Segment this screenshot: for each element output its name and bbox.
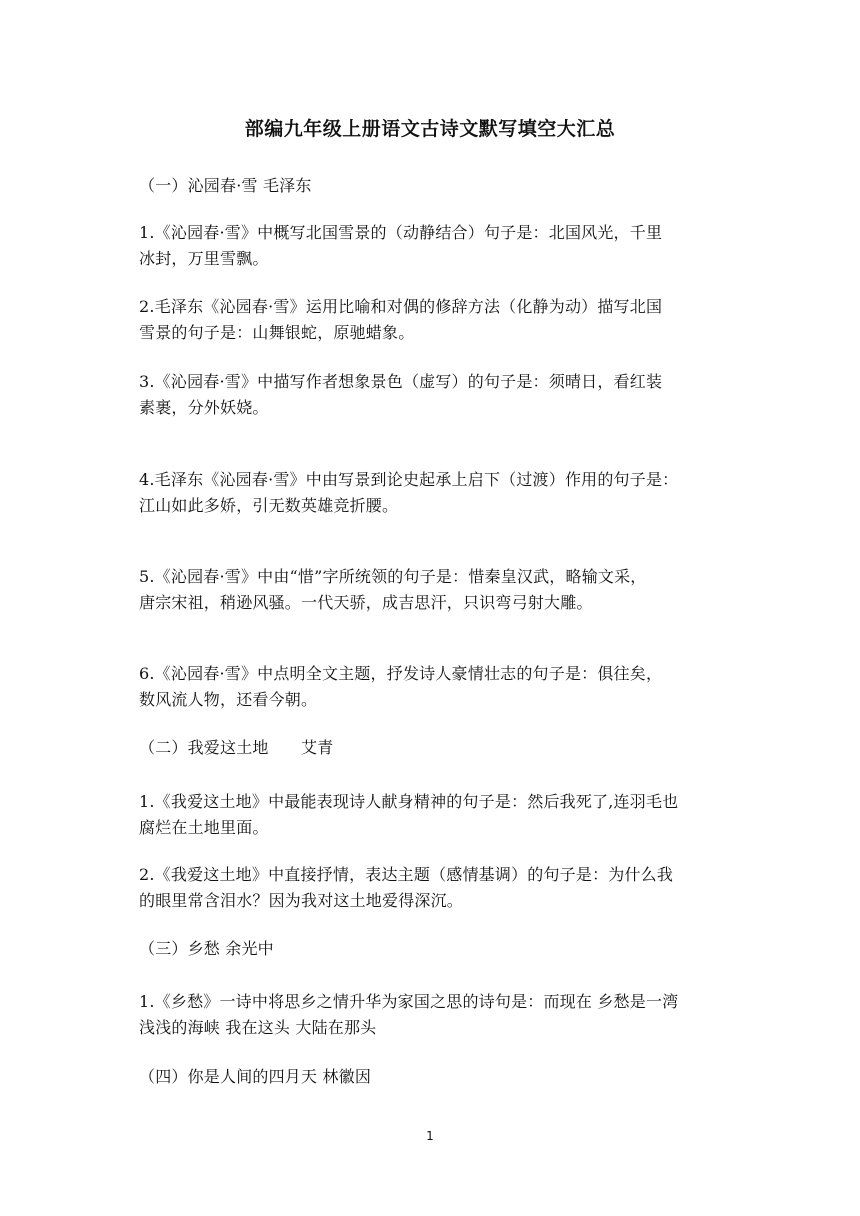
paragraph-line: 雪景的句子是：山舞银蛇，原驰蜡象。 (139, 323, 415, 342)
paragraph-line: 1.《乡愁》一诗中将思乡之情升华为家国之思的诗句是：而现在 乡愁是一湾 (139, 992, 679, 1011)
section-heading-2: （二）我爱这土地 艾青 (139, 738, 334, 757)
paragraph-line: 浅浅的海峡 我在这头 大陆在那头 (139, 1018, 377, 1037)
paragraph-line: 1.《我爱这土地》中最能表现诗人献身精神的句子是：然后我死了,连羽毛也 (139, 792, 679, 811)
paragraph-line: 1.《沁园春·雪》中概写北国雪景的（动静结合）句子是：北国风光，千里 (139, 223, 663, 242)
section-heading-4: （四）你是人间的四月天 林徽因 (139, 1067, 372, 1086)
paragraph-line: 江山如此多娇，引无数英雄竞折腰。 (139, 496, 399, 515)
paragraph-line: 腐烂在土地里面。 (139, 818, 269, 837)
paragraph-line: 数风流人物，还看今朝。 (139, 690, 318, 709)
paragraph-line: 4.毛泽东《沁园春·雪》中由写景到论史起承上启下（过渡）作用的句子是： (139, 470, 679, 489)
paragraph-line: 2.《我爱这土地》中直接抒情，表达主题（感情基调）的句子是：为什么我 (139, 865, 674, 884)
section-heading-1: （一）沁园春·雪 毛泽东 (139, 176, 312, 195)
paragraph-line: 冰封，万里雪飘。 (139, 249, 269, 268)
paragraph-line: 6.《沁园春·雪》中点明全文主题，抒发诗人豪情壮志的句子是：俱往矣， (139, 664, 663, 683)
paragraph-line: 素裹，分外妖娆。 (139, 398, 269, 417)
section-heading-3: （三）乡愁 余光中 (139, 939, 274, 958)
paragraph-line: 3.《沁园春·雪》中描写作者想象景色（虚写）的句子是：须晴日，看红装 (139, 372, 663, 391)
paragraph-line: 5.《沁园春·雪》中由“惜”字所统领的句子是：惜秦皇汉武，略输文采， (139, 567, 647, 586)
paragraph-line: 2.毛泽东《沁园春·雪》运用比喻和对偶的修辞方法（化静为动）描写北国 (139, 297, 663, 316)
paragraph-line: 唐宗宋祖，稍逊风骚。一代天骄，成吉思汗，只识弯弓射大雕。 (139, 593, 593, 612)
page-number: 1 (426, 1129, 434, 1143)
paragraph-line: 的眼里常含泪水？因为我对这土地爱得深沉。 (139, 891, 464, 910)
document-title: 部编九年级上册语文古诗文默写填空大汇总 (244, 118, 616, 140)
